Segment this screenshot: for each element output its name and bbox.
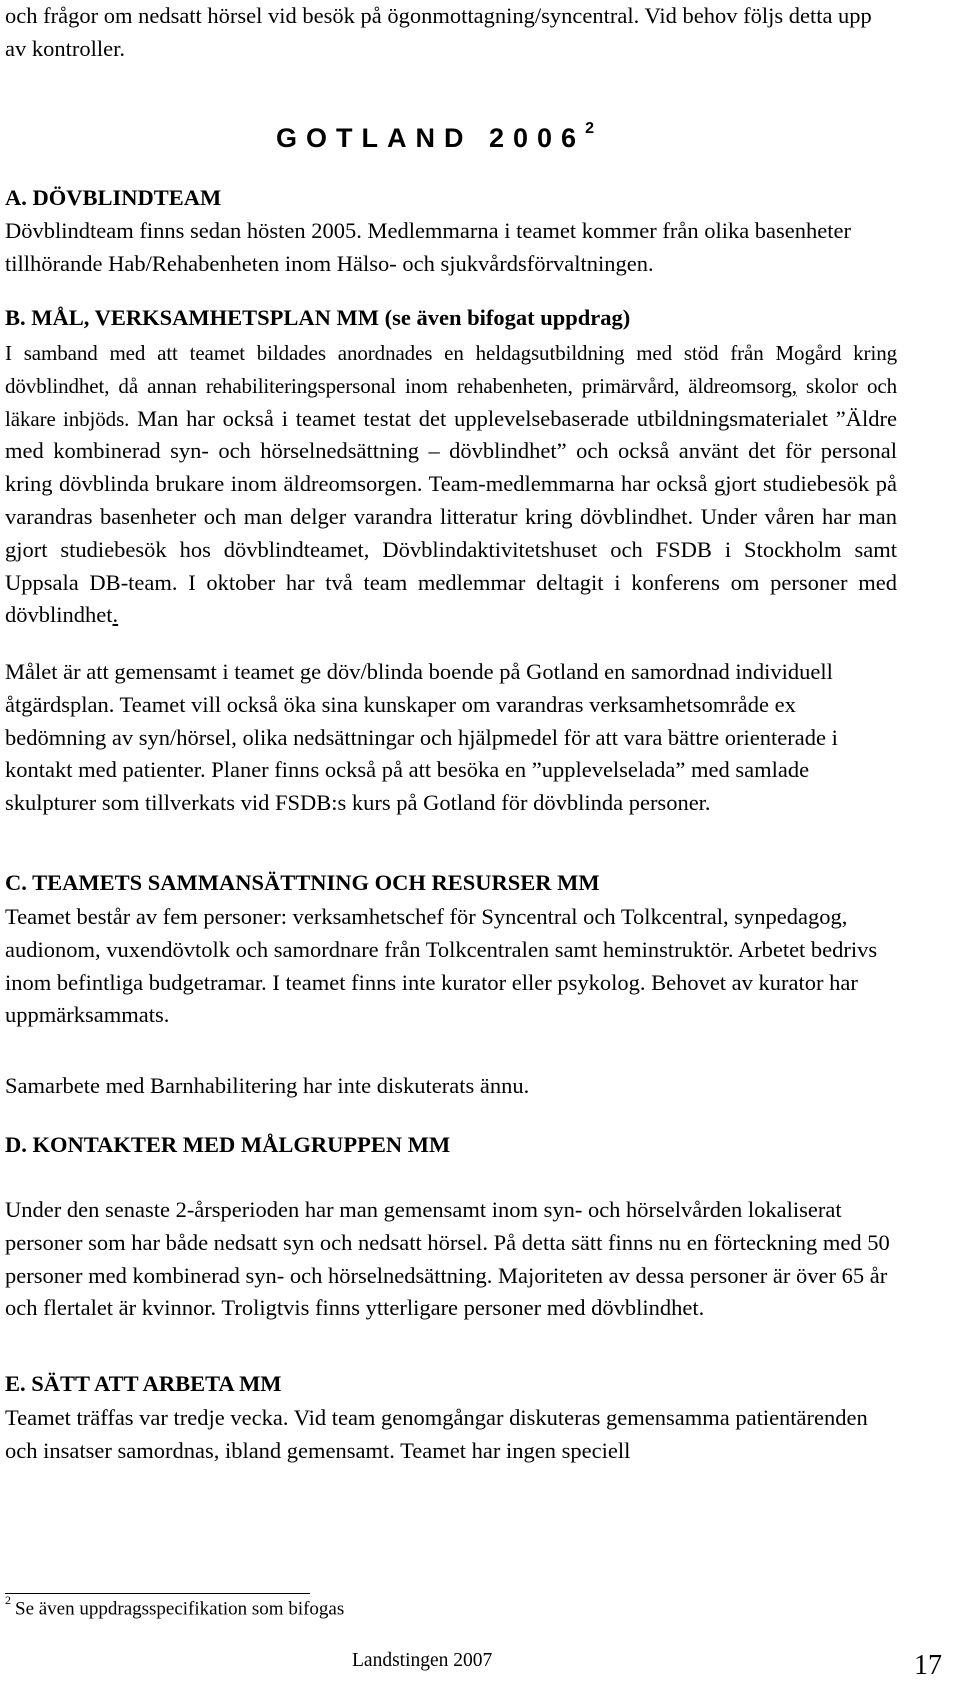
footnote-number: 2	[5, 1593, 11, 1607]
page-number: 17	[914, 1650, 942, 1681]
section-b-text-comma: ,	[791, 373, 797, 398]
section-c-paragraph-1: Teamet består av fem personer: verksamhetschef för Syncentral och Tolkcentral, synpedagog, audionom, vuxendövtolk och samordnare från Tolkcentralen samt heminstruktör. Arbetet bedrivs inom befintliga budgetramar. I teamet finns inte kurator eller psykolog. Behovet av kurator har uppmärksammats.	[5, 904, 878, 1028]
gotland-banner	[276, 120, 594, 154]
footnote-divider	[5, 1593, 310, 1594]
section-e-heading: E. SÄTT ATT ARBETA MM	[5, 1371, 282, 1396]
section-c-heading: C. TEAMETS SAMMANSÄTTNING OCH RESURSER MM	[5, 870, 600, 895]
footnote-text: Se även uppdragsspecifikation som bifogas	[15, 1598, 345, 1620]
section-b-paragraph-2: Målet är att gemensamt i teamet ge döv/blinda boende på Gotland en samordnad individuell åtgärdsplan. Teamet vill också öka sina kunskaper om varandras verksamhetsområde ex bedömning av syn/hörsel, olika nedsättningar och hjälpmedel för att vara bättre orienterade i kontakt med patienter. Planer finns också på att besöka en ”upplevelselada” med samlade skulpturer som tillverkats vid FSDB:s kurs på Gotland för dövblinda personer.	[5, 659, 838, 816]
section-b-heading: B. MÅL, VERKSAMHETSPLAN MM (se även bifogat uppdrag)	[5, 305, 631, 330]
section-b-text-part-1: I samband med att teamet bildades anordnades en heldagsutbildning med stöd från Mogård kring dövblindhet, då annan rehabiliteringspersonal inom rehabenheten, primärvård, äldreomsorg	[5, 341, 897, 398]
section-b-text-part-2: skolor och läkare inbjöds.	[5, 373, 897, 431]
section-a-text: Dövblindteam finns sedan hösten 2005. Medlemmarna i teamet kommer från olika basenheter tillhörande Hab/Rehabenheten inom Hälso- och sjukvårdsförvaltningen.	[5, 218, 852, 276]
section-b-paragraph-1	[5, 337, 897, 632]
section-d-heading: D. KONTAKTER MED MÅLGRUPPEN MM	[5, 1132, 451, 1157]
section-b-text-part-3: Man har också i teamet testat det upplevelsebaserade utbildningsmaterialet ”Äldre med kombinerad syn- och hörselnedsättning – dövblindhet” och också använt det för personal kring dövblinda brukare inom äldreomsorgen. Team-medlemmarna har också gjort studiebesök på varandras basenheter och man delger varandra litteratur kring dövblindhet. Under våren har man gjort studiebesök hos dövblindteamet, Dövblindaktivitetshuset och FSDB i Stockholm samt Uppsala DB-team. I oktober har två team medlemmar deltagit i konferens om personer med dövblindhet	[5, 405, 897, 628]
section-c-paragraph-2: Samarbete med Barnhabilitering har inte diskuterats ännu.	[5, 1073, 530, 1098]
section-b-text-end: .	[112, 602, 119, 628]
intro-paragraph: och frågor om nedsatt hörsel vid besök på ögonmottagning/syncentral. Vid behov följs detta upp av kontroller.	[5, 3, 872, 61]
section-a-heading: A. DÖVBLINDTEAM	[5, 185, 222, 210]
banner-text: GOTLAND 2006	[276, 123, 586, 153]
section-d-text: Under den senaste 2-årsperioden har man gemensamt inom syn- och hörselvården lokaliserat personer som har både nedsatt syn och nedsatt hörsel. På detta sätt finns nu en förteckning med 50 personer med kombinerad syn- och hörselnedsättning. Majoriteten av dessa personer är över 65 år och flertalet är kvinnor. Troligtvis finns ytterligare personer med dövblindhet.	[5, 1197, 890, 1321]
section-e-text: Teamet träffas var tredje vecka. Vid team genomgångar diskuteras gemensamma patientärenden och insatser samordnas, ibland gemensamt. Teamet har ingen speciell	[5, 1405, 868, 1463]
footnote	[5, 1593, 345, 1620]
footer-label: Landstingen 2007	[352, 1650, 493, 1671]
banner-footnote-ref: 2	[585, 120, 594, 137]
